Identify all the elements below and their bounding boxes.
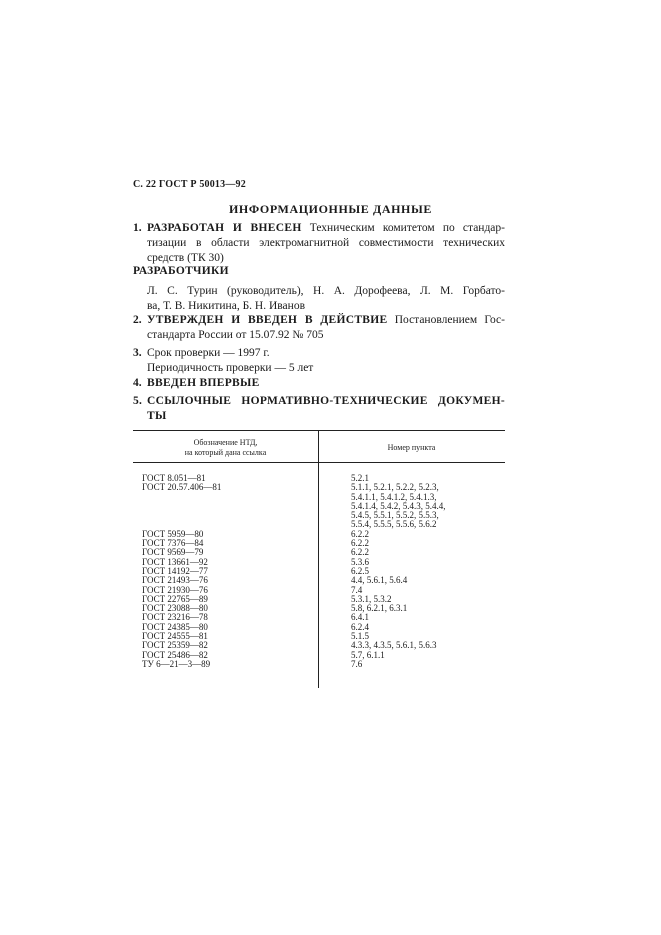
table-doc-column [142,474,221,669]
item-1-heading: РАЗРАБОТАН И ВНЕСЕН [147,222,302,234]
table-row-doc: ГОСТ 24385—80 [142,621,208,632]
table-row-items: 5.1.1, 5.2.1, 5.2.2, 5.2.3, [351,482,439,493]
table-row-items: 5.5.4, 5.5.5, 5.5.6, 5.6.2 [351,519,437,530]
item-2-heading: УТВЕРЖДЕН И ВВЕДЕН В ДЕЙСТВИЕ [147,314,388,326]
item-3-line-1: Срок проверки — 1997 г. [147,347,270,359]
developers-line-2: ва, Т. В. Никитина, Б. Н. Иванов [147,300,305,312]
table-row-spacer [142,502,221,511]
table-row-doc: ГОСТ 25486—82 [142,649,208,660]
table-column-divider [318,430,319,688]
item-4-number: 4. [133,377,142,389]
table-row-doc: ГОСТ 9569—79 [142,547,204,558]
table-row-items: 5.3.6 [351,556,369,567]
table-row-doc: ГОСТ 21493—76 [142,575,208,586]
table-item-column [351,474,446,669]
item-1-line-2: тизации в области электромагнитной совместимости технических [147,237,505,249]
table-row-doc: ГОСТ 13661—92 [142,556,208,567]
item-4 [133,376,505,391]
table-row-doc: ГОСТ 14192—77 [142,565,208,576]
item-2-number: 2. [133,314,142,326]
item-5-line-2: ТЫ [147,410,167,422]
table-row-doc: ГОСТ 24555—81 [142,631,208,642]
table-row-doc: ГОСТ 5959—80 [142,528,204,539]
item-1-text: Техническим комитетом по стандар- [301,222,505,234]
developers-heading: РАЗРАБОТЧИКИ [133,265,229,277]
table-row-items: 5.8, 6.2.1, 6.3.1 [351,603,408,614]
item-3-line-2: Периодичность проверки — 5 лет [147,362,314,374]
table-header-col1 [133,438,318,458]
item-1-number: 1. [133,222,142,234]
item-5-heading: ССЫЛОЧНЫЕ НОРМАТИВНО-ТЕХНИЧЕСКИЕ ДОКУМЕН- [147,395,505,407]
table-row-doc: ГОСТ 8.051—81 [142,473,206,483]
table-row-items: 5.4.1.4, 5.4.2, 5.4.3, 5.4.4, [351,500,446,511]
table-row-doc: ГОСТ 23216—78 [142,612,208,623]
table-top-rule [133,430,505,431]
item-4-heading: ВВЕДЕН ВПЕРВЫЕ [147,377,260,389]
table-row-items: 5.1.5 [351,631,369,642]
item-5-number: 5. [133,395,143,407]
table-row-doc: ГОСТ 22765—89 [142,593,208,604]
table-row-spacer [142,511,221,520]
item-2-text: Постановлением Гос- [387,314,505,326]
table-row-items: 5.7, 6.1.1 [351,649,385,660]
item-1 [133,221,505,266]
table-row-doc: ГОСТ 23088—80 [142,603,208,614]
table-header-rule [133,462,505,463]
table-row-doc: ГОСТ 20.57.406—81 [142,482,222,493]
table-row-items: 4.4, 5.6.1, 5.6.4 [351,575,408,586]
table-row-items: 4.3.3, 4.3.5, 5.6.1, 5.6.3 [351,640,437,651]
item-5 [133,394,505,424]
table-row-items: 7.4 [351,584,363,595]
table-row-spacer [142,493,221,502]
developers-list [147,284,505,314]
item-5-line-1 [133,394,505,409]
table-header-col1-line2: на который дана ссылка [184,448,267,457]
item-3 [133,346,505,376]
item-2-line-1 [133,313,505,328]
table-row-doc: ТУ 6—21—3—89 [142,658,211,669]
developers-line-1: Л. С. Турин (руководитель), Н. А. Дорофеева, Л. М. Горбато- [147,285,505,297]
table-row-doc: ГОСТ 25359—82 [142,640,208,651]
table-row-items: 6.2.2 [351,547,369,558]
table-row-doc: ГОСТ 7376—84 [142,538,204,549]
item-3-number: 3. [133,347,142,359]
table-header-col2: Номер пункта [387,443,436,452]
table-row-items: 5.4.1.1, 5.4.1.2, 5.4.1.3, [351,491,437,502]
table-row-items: 5.4.5, 5.5.1, 5.5.2, 5.5.3, [351,510,439,521]
table-row-items: 5.2.1 [351,473,369,483]
running-header: С. 22 ГОСТ Р 50013—92 [133,179,246,190]
table-row-doc: ГОСТ 21930—76 [142,584,208,595]
item-1-line-1 [133,221,505,236]
section-title: ИНФОРМАЦИОННЫЕ ДАННЫЕ [229,202,432,216]
table-row-items: 6.4.1 [351,612,369,623]
table-row-items: 6.2.2 [351,528,369,539]
table-header-col1-line1: Обозначение НТД, [193,438,258,447]
item-2 [133,313,505,343]
table-row-items: 5.3.1, 5.3.2 [351,593,392,604]
table-row-items: 7.6 [351,658,363,669]
item-2-line-2: стандарта России от 15.07.92 № 705 [147,329,324,341]
table-row-items: 6.2.2 [351,538,369,549]
item-1-line-3: средств (ТК 30) [147,252,224,264]
table-row-items: 6.2.4 [351,621,369,632]
table-row-items: 6.2.5 [351,565,369,576]
